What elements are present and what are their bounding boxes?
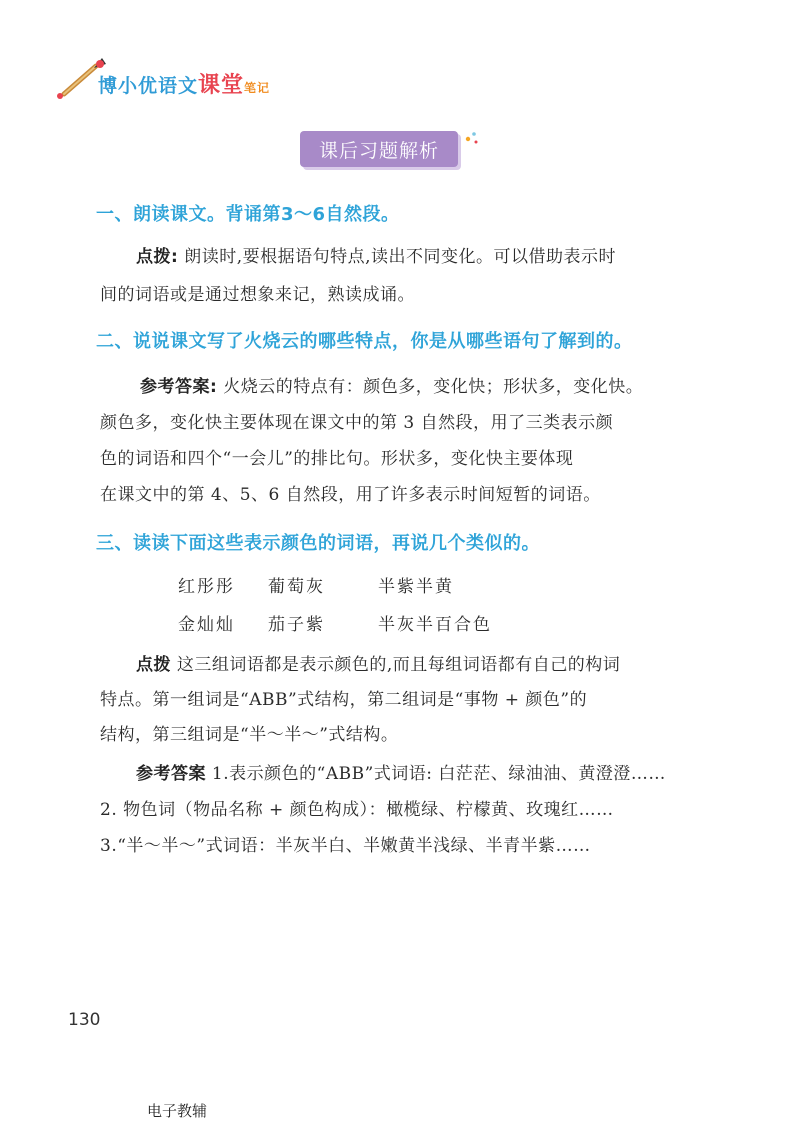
answer-label: 参考答案	[136, 764, 206, 784]
answer-text: 1.表示颜色的“ABB”式词语: 白茫茫、绿油油、黄澄澄……	[211, 764, 666, 784]
word-item: 葡萄灰	[268, 577, 325, 597]
question-3-tip-line3: 结构，第三组词是“半～半～”式结构。	[100, 725, 399, 745]
sparkle-icon	[462, 129, 482, 149]
question-3-heading: 三、读读下面这些表示颜色的词语，再说几个类似的。	[96, 533, 540, 554]
footer-text: 电子教辅	[147, 1102, 208, 1120]
answer-label: 参考答案:	[140, 377, 218, 397]
section-title: 课后习题解析	[318, 139, 439, 162]
question-1-tip-line2: 间的词语或是通过想象来记，熟读成诵。	[100, 285, 415, 305]
question-2-answer-line4: 在课文中的第 4、5、6 自然段，用了许多表示时间短暂的词语。	[100, 485, 601, 505]
question-3-tip-line2: 特点。第一组词是“ABB”式结构，第二组词是“事物 + 颜色”的	[100, 690, 588, 710]
question-1-heading: 一、朗读课文。背诵第3～6自然段。	[96, 204, 400, 225]
logo-text	[98, 68, 270, 99]
word-row-1	[178, 572, 454, 597]
page-number: 130	[68, 1010, 101, 1030]
logo-text-part3: 笔记	[244, 81, 271, 95]
section-banner	[300, 131, 458, 167]
word-item: 金灿灿	[178, 615, 235, 635]
word-row-2	[178, 610, 492, 635]
logo-text-part2: 课堂	[198, 73, 245, 98]
word-item: 半紫半黄	[378, 577, 454, 597]
tip-text: 这三组词语都是表示颜色的,而且每组词语都有自己的构词	[176, 655, 621, 675]
logo-text-part1: 博小优语文	[98, 75, 199, 97]
question-1-tip-line1	[136, 238, 736, 276]
question-2-answer-line1	[140, 368, 740, 406]
question-2-answer-line2: 颜色多，变化快主要体现在课文中的第 3 自然段，用了三类表示颜	[100, 413, 614, 433]
tip-label: 点拨:	[136, 247, 179, 267]
tip-label: 点拨	[136, 655, 171, 675]
question-2-answer-line3: 色的词语和四个“一会儿”的排比句。形状多，变化快主要体现	[100, 449, 574, 469]
question-3-answer-line2: 2. 物色词（物品名称 + 颜色构成）：橄榄绿、柠檬黄、玫瑰红……	[100, 800, 614, 820]
word-item: 红彤彤	[178, 577, 235, 597]
brand-logo	[56, 52, 316, 102]
word-item: 茄子紫	[268, 615, 325, 635]
tip-text: 朗读时,要根据语句特点,读出不同变化。可以借助表示时	[184, 247, 617, 267]
question-2-heading: 二、说说课文写了火烧云的哪些特点，你是从哪些语句了解到的。	[96, 331, 633, 352]
question-3-answer-line1	[136, 755, 736, 793]
word-item: 半灰半百合色	[378, 615, 492, 635]
question-3-tip-line1	[136, 646, 736, 684]
question-3-answer-line3: 3.“半～半～”式词语：半灰半白、半嫩黄半浅绿、半青半紫……	[100, 836, 591, 856]
answer-text: 火烧云的特点有：颜色多，变化快；形状多，变化快。	[223, 377, 644, 397]
